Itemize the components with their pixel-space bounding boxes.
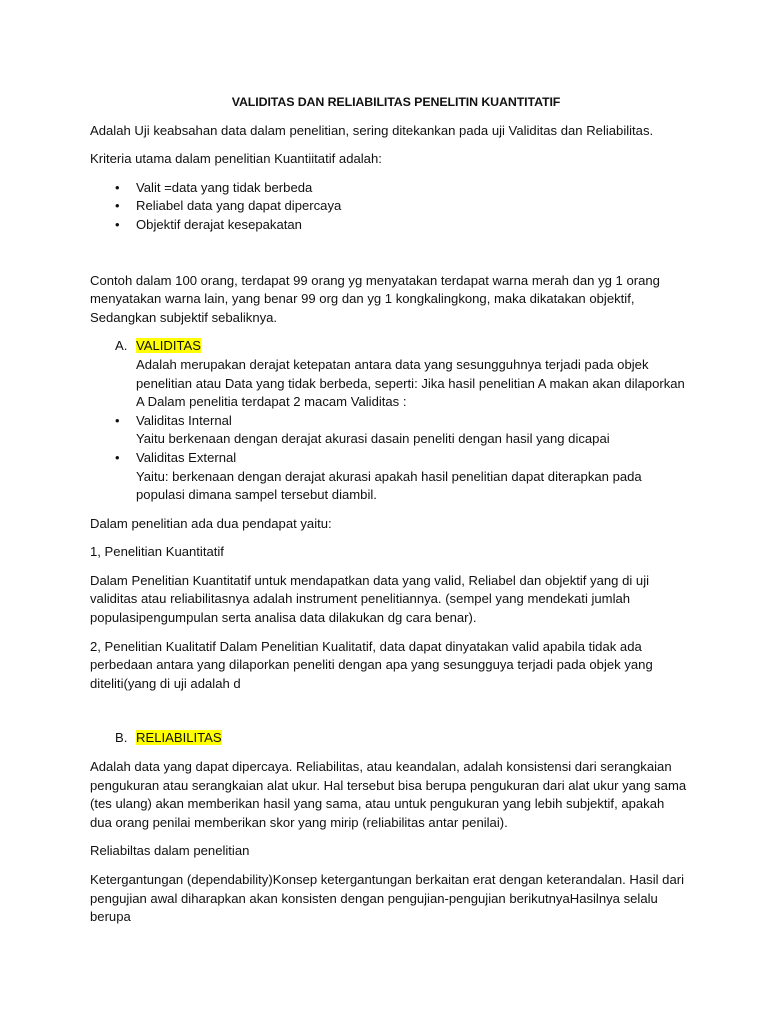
list-item [90, 216, 688, 235]
bullet-icon: • [115, 198, 120, 214]
qualitative-paragraph: 2, Penelitian Kualitatif Dalam Penelitian Kualitatif, data dapat dinyatakan valid apabila tidak ada perbedaan antara yang dilaporkan peneliti dengan apa yang sesungguya terjadi pada objek yang diteliti(yang di uji adalah d [90, 638, 653, 691]
example-paragraph: Contoh dalam 100 orang, terdapat 99 orang yg menyatakan terdapat warna merah dan yg 1 orang menyatakan warna lain, yang benar 99 org dan yg 1 kongkalingkong, maka dikatakan objektif, Sedangkan subjektif sebaliknya. [90, 272, 660, 325]
validity-types-list [90, 412, 688, 505]
bullet-icon: • [115, 216, 120, 232]
list-item-text: Valit =data yang tidak berbeda [136, 179, 313, 195]
section-b-body: Adalah data yang dapat dipercaya. Reliabilitas, atau keandalan, adalah konsistensi dari serangkaian pengukuran atau serangkaian alat ukur. Hal tersebut bisa berupa pengukuran dari alat ukur yang sama (tes ulang) akan memberikan hasil yang sama, atau untuk pengukuran yang lebih subjektif, apakah dua orang penilai memberikan skor yang mirip (reliabilitas antar penilai). [90, 759, 687, 830]
validity-type-desc: Yaitu berkenaan dengan derajat akurasi dasain peneliti dengan hasil yang dicapai [136, 431, 610, 447]
validity-type-name: Validitas External [136, 449, 237, 465]
list-item-text: Reliabel data yang dapat dipercaya [136, 198, 342, 214]
list-item [90, 449, 688, 505]
criteria-heading: Kriteria utama dalam penelitian Kuantiitatif adalah: [90, 151, 382, 167]
section-a-letter: A. [115, 338, 128, 354]
criteria-list [90, 179, 688, 235]
quantitative-heading: 1, Penelitian Kuantitatif [90, 544, 224, 560]
validity-type-desc: Yaitu: berkenaan dengan derajat akurasi apakah hasil penelitian dapat diterapkan pada populasi dimana sampel tersebut diambil. [136, 468, 642, 503]
dependability-paragraph: Ketergantungan (dependability)Konsep ketergantungan berkaitan erat dengan keterandalan. Hasil dari pengujian awal diharapkan akan konsisten dengan pengujian-pengujian berikutnyaHasilnya selalu berupa [90, 872, 685, 925]
validity-type-name: Validitas Internal [136, 412, 232, 428]
section-b-title: RELIABILITAS [136, 730, 222, 746]
list-item [90, 412, 688, 449]
blank-line [90, 245, 688, 272]
section-a-title: VALIDITAS [136, 338, 202, 354]
document-title: VALIDITAS DAN RELIABILITAS PENELITIN KUANTITATIF [231, 95, 561, 109]
reliability-heading: Reliabiltas dalam penelitian [90, 843, 250, 859]
section-a-heading [90, 337, 688, 356]
bullet-icon: • [115, 179, 120, 195]
list-item [90, 179, 688, 198]
intro-paragraph: Adalah Uji keabsahan data dalam penelitian, sering ditekankan pada uji Validitas dan Reliabilitas. [90, 122, 654, 138]
bullet-icon: • [115, 449, 120, 465]
section-b-heading [90, 729, 688, 748]
section-a-body: Adalah merupakan derajat ketepatan antara data yang sesungguhnya terjadi pada objek penelitian atau Data yang tidak berbeda, seperti: Jika hasil penelitian A makan akan dilaporkan A Dalam penelitia terdapat 2 macam Validitas : [136, 356, 685, 410]
two-opinions-paragraph: Dalam penelitian ada dua pendapat yaitu: [90, 515, 332, 531]
blank-line [90, 703, 688, 729]
quantitative-paragraph: Dalam Penelitian Kuantitatif untuk mendapatkan data yang valid, Reliabel dan objektif yang di uji validitas atau reliabilitasnya adalah instrument penelitiannya. (sempel yang mendekati jumlah populasipengumpulan serta analisa data dilakukan dg cara benar). [90, 572, 650, 626]
section-b-letter: B. [115, 730, 128, 746]
list-item [90, 197, 688, 216]
bullet-icon: • [115, 412, 120, 428]
list-item-text: Objektif derajat kesepakatan [136, 216, 302, 232]
